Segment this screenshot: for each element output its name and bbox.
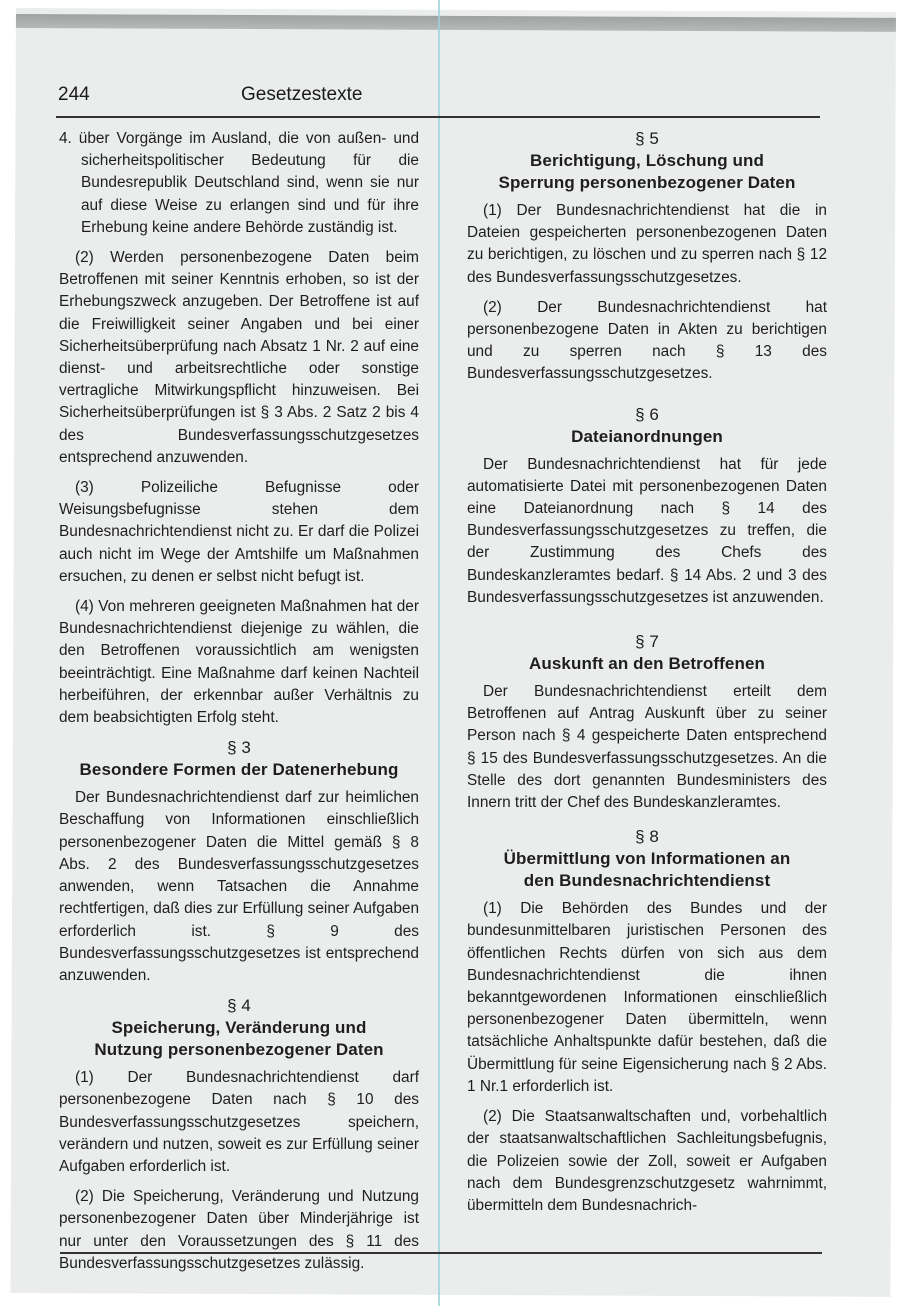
section-4-title-line1: Speicherung, Veränderung und xyxy=(111,1018,367,1038)
footer-rule xyxy=(60,1252,822,1254)
section-8-paragraph-1: (1) Die Behörden des Bundes und der bundesunmittelbaren juristischen Personen des öffentlichen Rechts dürfen von sich aus dem Bundesnachrichtendienst die ihnen bekanntgewordenen Informationen einschließlich personenbezogener Daten übermitteln, wenn tatsächliche Anhaltspunkte dafür bestehen, daß die Übermittlung für seine Eigensicherung nach § 2 Abs. 1 Nr.1 erforderlich ist. xyxy=(467,900,827,1095)
paragraph-3: (3) Polizeiliche Befugnisse oder Weisungsbefugnisse stehen dem Bundesnachrichtendienst nicht zu. Er darf die Polizei auch nicht im Wege der Amtshilfe um Maßnahmen ersuchen, zu denen er selbst nicht befugt ist. xyxy=(59,479,419,585)
section-5-title xyxy=(467,150,827,194)
left-column xyxy=(59,128,419,1283)
section-5-paragraph-1: (1) Der Bundesnachrichtendienst hat die in Dateien gespeicherten personenbezogenen Daten zu berichtigen, zu löschen und zu sperren nach § 12 des Bundesverfassungsschutzgesetzes. xyxy=(467,202,827,286)
section-5-number: § 5 xyxy=(635,129,659,148)
section-3-number: § 3 xyxy=(227,738,251,758)
section-5-title-line2: Sperrung personenbezogener Daten xyxy=(498,173,796,192)
list-item-4: 4. über Vorgänge im Ausland, die von außen- und sicherheitspolitischer Bedeutung für die Bundesrepublik Deutschland sind, wenn sie nur auf diese Weise zu erlangen sind und für ihre Erhebung keine andere Behörde zuständig ist. xyxy=(59,130,419,236)
page-top-shadow xyxy=(16,14,896,32)
section-7-number: § 7 xyxy=(635,632,659,652)
section-4-paragraph-2: (2) Die Speicherung, Veränderung und Nutzung personenbezogener Daten über Minderjährige ist nur unter den Voraussetzungen des § 11 des Bundesverfassungsschutzgesetzes zulässig. xyxy=(59,1188,419,1272)
running-title: Gesetzestexte xyxy=(241,84,363,105)
section-4-title-line2: Nutzung personenbezogener Daten xyxy=(94,1040,384,1060)
section-5-title-line1: Berichtigung, Löschung und xyxy=(530,151,764,170)
section-6-title: Dateianordnungen xyxy=(571,426,723,446)
section-3-text: Der Bundesnachrichtendienst darf zur heimlichen Beschaffung von Informationen einschließlich personenbezogener Daten die Mittel gemäß § 8 Abs. 2 des Bundesverfassungsschutzgesetzes anwenden, wenn Tatsachen die Annahme rechtfertigen, daß dies zur Erfüllung seiner Aufgaben erforderlich ist. § 9 des Bundesverfassungsschutzgesetzes ist entsprechend anzuwenden. xyxy=(59,789,419,984)
section-8-title xyxy=(467,848,827,892)
paragraph-4: (4) Von mehreren geeigneten Maßnahmen hat der Bundesnachrichtendienst diejenige zu wählen, die den Betroffenen voraussichtlich am wenigsten beeinträchtigt. Eine Maßnahme darf keinen Nachteil herbeiführen, der erkennbar außer Verhältnis zu dem beabsichtigten Erfolg steht. xyxy=(59,598,419,727)
section-8-title-line1: Übermittlung von Informationen an xyxy=(503,849,791,869)
section-6-text: Der Bundesnachrichtendienst hat für jede automatisierte Datei mit personenbezogenen Daten eine Dateianordnung nach § 14 des Bundesverfassungsschutzgesetzes zu treffen, die der Zustimmung des Chefs des Bundeskanzleramtes bedarf. § 14 Abs. 2 und 3 des Bundesverfassungsschutzgesetzes ist anzuwenden. xyxy=(467,455,827,606)
section-6-number: § 6 xyxy=(635,404,659,424)
section-8-number: § 8 xyxy=(635,827,659,847)
section-7-text: Der Bundesnachrichtendienst erteilt dem Betroffenen auf Antrag Auskunft über zu seiner Person nach § 4 gespeicherte Daten entsprechend § 15 des Bundesverfassungsschutzgesetzes. An die Stelle des dort genannten Bundesministers des Innern tritt der Chef des Bundeskanzleramtes. xyxy=(467,683,827,812)
section-3-title: Besondere Formen der Datenerhebung xyxy=(79,760,399,780)
section-8-paragraph-2: (2) Die Staatsanwaltschaften und, vorbehaltlich der staatsanwaltschaftlichen Sachleitungsbefugnis, die Polizeien sowie der Zoll, soweit er Aufgaben nach dem Bundesgrenzschutzgesetz wahrnimmt, übermitteln dem Bundesnachrich- xyxy=(467,1108,827,1214)
column-gutter-line xyxy=(438,0,440,1306)
section-7-title: Auskunft an den Betroffenen xyxy=(529,654,765,674)
header-rule xyxy=(56,116,820,118)
section-8-title-line2: den Bundesnachrichtendienst xyxy=(523,871,771,891)
page-number: 244 xyxy=(58,84,90,105)
paragraph-2: (2) Werden personenbezogene Daten beim Betroffenen mit seiner Kenntnis erhoben, so ist der Erhebungszweck anzugeben. Der Betroffene ist auf die Freiwilligkeit seiner Angaben und bei einer Sicherheitsüberprüfung nach Absatz 1 Nr. 2 auf eine dienst- und arbeitsrechtliche oder sonstige vertragliche Mitwirkungspflicht hinzuweisen. Bei Sicherheitsüberprüfungen ist § 3 Abs. 2 Satz 2 bis 4 des Bundesverfassungsschutzgesetzes entsprechend anzuwenden. xyxy=(59,249,419,466)
right-column xyxy=(467,128,827,1225)
section-4-paragraph-1: (1) Der Bundesnachrichtendienst darf personenbezogene Daten nach § 10 des Bundesverfassungsschutzgesetzes speichern, verändern und nutzen, soweit es zur Erfüllung seiner Aufgaben erforderlich ist. xyxy=(59,1069,419,1175)
section-4-number: § 4 xyxy=(227,996,251,1016)
section-5-paragraph-2: (2) Der Bundesnachrichtendienst hat personenbezogene Daten in Akten zu berichtigen und zu sperren nach § 13 des Bundesverfassungsschutzgesetzes. xyxy=(467,298,827,383)
section-4-title xyxy=(59,1017,419,1061)
